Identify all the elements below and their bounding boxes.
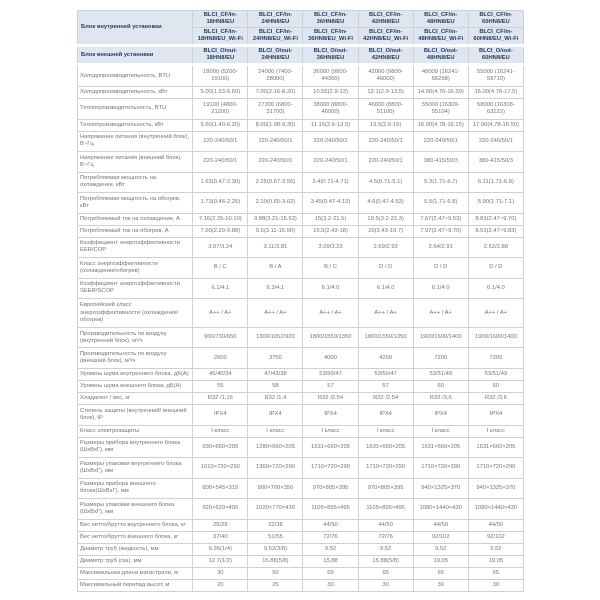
spec-value: 53/50/47 <box>358 368 413 380</box>
spec-label: Максимальная длина магистрали, м <box>78 567 193 579</box>
spec-label: Потребляемый ток на обогрев, А <box>78 225 193 237</box>
spec-value: 7.97(2.47~9.70) <box>413 225 468 237</box>
spec-value: 53/51/49 <box>413 368 468 380</box>
spec-value: 30 <box>358 579 413 591</box>
spec-value: 92/102 <box>413 531 468 543</box>
spec-value: 940×1325×370 <box>468 478 523 498</box>
spec-value: 4.5(0.71-5.1) <box>358 172 413 192</box>
spec-value: 18000 (5200-19100) <box>193 65 248 87</box>
table-row <box>78 579 524 591</box>
spec-value: 19100 (4800-21200) <box>193 99 248 119</box>
indoor-models-row <box>78 11 524 28</box>
spec-value: 4200 <box>358 348 413 368</box>
spec-value: 220-240/50/1 <box>413 131 468 151</box>
spec-value: 6.11(1.71-6.8) <box>468 172 523 192</box>
spec-value: 19.5(3.2-22.3) <box>358 213 413 225</box>
spec-value: A++ / A+ <box>303 299 358 328</box>
spec-value: 7.16(2.25-10.10) <box>193 213 248 225</box>
spec-value: 2.25(0.67-3.56) <box>248 172 303 192</box>
table-row <box>78 531 524 543</box>
table-row <box>78 172 524 192</box>
spec-value: 1800/1550/1350 <box>303 328 358 348</box>
spec-value: 6.1/4.1 <box>193 278 248 298</box>
spec-label: Размеры упаковки внутреннего блока (ШхВхГ), мм <box>78 458 193 478</box>
spec-value: 1105×895×495 <box>303 499 358 519</box>
spec-value: 6.1/4.0 <box>468 278 523 298</box>
spec-value: 92/102 <box>468 531 523 543</box>
spec-value: 65 <box>303 567 358 579</box>
spec-value: D / D <box>413 258 468 278</box>
spec-value: 1710×720×290 <box>413 458 468 478</box>
spec-value: 58 <box>248 381 303 393</box>
spec-value: 65 <box>413 567 468 579</box>
spec-value: 8.53(2.47~9.83) <box>468 225 523 237</box>
table-row <box>78 152 524 172</box>
spec-value: 65 <box>468 567 523 579</box>
spec-value: 5.3(1.71-6.7) <box>413 172 468 192</box>
spec-value: R32 /1,16 <box>193 393 248 405</box>
spec-value: B / C <box>193 258 248 278</box>
spec-value: 3.4(0.71-4.71) <box>303 172 358 192</box>
spec-table <box>77 10 524 592</box>
spec-value: 58000 (16308-63122) <box>468 99 523 119</box>
outdoor-model-name: BLCI_O/out-36HN8/EU <box>303 46 358 65</box>
spec-value: 3750 <box>248 348 303 368</box>
spec-value: 20 <box>193 579 248 591</box>
spec-value: 14.00(4.76-16.50) <box>413 87 468 99</box>
indoor-wifi-model-name: BLCI_CF/in-48HN8/EU_Wi-Fi <box>413 28 468 46</box>
spec-label: Потребляемая мощность на охлаждение, кВт <box>78 172 193 192</box>
spec-value: 1710×720×290 <box>358 458 413 478</box>
spec-value: 1360×720×290 <box>248 458 303 478</box>
spec-value: 800×545×315 <box>193 478 248 498</box>
spec-value: 1631×660×205 <box>468 437 523 457</box>
indoor-wifi-model-name: BLCI_CF/in-18HN8/EU_Wi-Fi <box>193 28 248 46</box>
table-row <box>78 65 524 87</box>
spec-value: 1080×1440×430 <box>468 499 523 519</box>
spec-value: 970×805×395 <box>303 478 358 498</box>
spec-value: 220-240/50/1 <box>303 152 358 172</box>
spec-value: I класс <box>303 425 358 437</box>
table-row <box>78 99 524 119</box>
spec-value: 15,88 <box>303 555 358 567</box>
spec-label: Уровень шума внешнего блока, дБ(А) <box>78 381 193 393</box>
spec-label: Уровень шума внутреннего блока, дБ(А) <box>78 368 193 380</box>
spec-value: 6.1/4.0 <box>303 278 358 298</box>
spec-value: 1010×720×290 <box>193 458 248 478</box>
indoor-wifi-model-name: BLCI_CF/in-60HN8/EU_Wi-Fi <box>468 28 523 46</box>
table-row <box>78 119 524 131</box>
spec-value: 9,52 <box>358 543 413 555</box>
spec-value: 7.60(2.20-9.88) <box>193 225 248 237</box>
table-row <box>78 425 524 437</box>
spec-value: 44/50 <box>358 519 413 531</box>
spec-value: 47/43/38 <box>248 368 303 380</box>
spec-value: B / C <box>303 258 358 278</box>
spec-value: 1.63(0.47-2.30) <box>193 172 248 192</box>
spec-value: R32 /3,6 <box>468 393 523 405</box>
spec-label: Вес нетто/брутто внутреннего блока, кг <box>78 519 193 531</box>
indoor-model-name: BLCI_CF/in-42HN8/EU <box>358 11 413 28</box>
spec-value: A++ / A+ <box>468 299 523 328</box>
spec-value: 5.5(1.71-6.8) <box>413 193 468 213</box>
spec-label: Холодопроизводительность, BTU <box>78 65 193 87</box>
table-row <box>78 543 524 555</box>
table-row <box>78 299 524 328</box>
spec-value: 1280×660×205 <box>248 437 303 457</box>
spec-label: Класс электрозащиты <box>78 425 193 437</box>
spec-value: A++ / A+ <box>248 299 303 328</box>
spec-value: 7200 <box>413 348 468 368</box>
spec-label: Размеры упаковки внешнего блока (ШхВхГ), мм <box>78 499 193 519</box>
indoor-unit-section-label: Блок внутренней установки <box>78 11 193 46</box>
spec-value: IPX4 <box>248 405 303 425</box>
spec-value: D / D <box>468 258 523 278</box>
spec-table-body <box>78 65 524 592</box>
spec-value: 220-240/50/1 <box>358 152 413 172</box>
table-row <box>78 437 524 457</box>
spec-label: Напряжение питания (внешний блок), В~Гц <box>78 152 193 172</box>
spec-label: Класс энергоэффективности (охлаждение/обогрев) <box>78 258 193 278</box>
spec-value: 900/730/650 <box>193 328 248 348</box>
spec-value: 38000 (8800-46000) <box>303 99 358 119</box>
spec-value: 32/38 <box>248 519 303 531</box>
outdoor-models-row <box>78 46 524 65</box>
table-row <box>78 225 524 237</box>
spec-label: Размеры прибора внутреннего блока (ШхВхГ), мм <box>78 437 193 457</box>
spec-value: 1710×720×290 <box>468 458 523 478</box>
spec-value: 2.10(0.65-3.62) <box>248 193 303 213</box>
spec-value: 220-240/50/1 <box>358 131 413 151</box>
spec-label: Потребляемая мощность на обогрев, кВт <box>78 193 193 213</box>
spec-value: 36000 (9800-44300) <box>303 65 358 87</box>
spec-value: 37/40 <box>193 531 248 543</box>
spec-value: 220-240/50/1 <box>248 152 303 172</box>
spec-value: I класс <box>358 425 413 437</box>
spec-value: 9,52 <box>413 543 468 555</box>
spec-value: 220-240/50/1 <box>303 131 358 151</box>
spec-value: 46000 (8800-51100) <box>358 99 413 119</box>
spec-value: 9,52 <box>303 543 358 555</box>
spec-value: 15.88(5/8) <box>248 555 303 567</box>
spec-value: 55000 (16309-55104) <box>413 99 468 119</box>
spec-value: B / A <box>248 258 303 278</box>
spec-value: R32 /1,4 <box>248 393 303 405</box>
spec-label: Вес нетто/брутто внешнего блока, кг <box>78 531 193 543</box>
table-row <box>78 381 524 393</box>
spec-value: 5.00(1.53-5.60) <box>193 87 248 99</box>
spec-value: 1631×660×205 <box>413 437 468 457</box>
spec-value: 10.55(2.9-13) <box>303 87 358 99</box>
spec-value: 3.07/3.24 <box>193 237 248 257</box>
spec-value: 25 <box>248 579 303 591</box>
table-row <box>78 393 524 405</box>
spec-value: 19,05 <box>413 555 468 567</box>
outdoor-model-name: BLCI_O/out-24HN8/EU <box>248 46 303 65</box>
spec-label: Хладагент / вес, кг <box>78 393 193 405</box>
spec-value: 1631×660×205 <box>303 437 358 457</box>
spec-value: 5.60(1.40-6.20) <box>193 119 248 131</box>
spec-value: 1020×770×430 <box>248 499 303 519</box>
spec-value: 7.67(2.47~9.53) <box>413 213 468 225</box>
spec-value: D / D <box>358 258 413 278</box>
spec-value: 16.00(4.76-17.5) <box>468 87 523 99</box>
table-row <box>78 87 524 99</box>
spec-value: 25/28 <box>193 519 248 531</box>
spec-value: 4000 <box>303 348 358 368</box>
spec-value: 8.00(1.98-9.30) <box>248 119 303 131</box>
spec-value: 1900/1600/1400 <box>468 328 523 348</box>
spec-value: 45/40/34 <box>193 368 248 380</box>
spec-value: A++ / A+ <box>413 299 468 328</box>
spec-value: 9.88(3.21-15.63) <box>248 213 303 225</box>
spec-value: 1900/1600/1400 <box>413 328 468 348</box>
spec-label: Теплопроизводительность, кВт <box>78 119 193 131</box>
spec-value: 15(3.2-21.5) <box>303 213 358 225</box>
outdoor-model-name: BLCI_O/out-42HN8/EU <box>358 46 413 65</box>
spec-value: 1080×1440×430 <box>413 499 468 519</box>
spec-value: 19,05 <box>468 555 523 567</box>
spec-value: 2.64/2.91 <box>413 237 468 257</box>
spec-value: 30 <box>468 579 523 591</box>
indoor-wifi-model-name: BLCI_CF/in-36HN8/EU_Wi-Fi <box>303 28 358 46</box>
table-row <box>78 278 524 298</box>
spec-value: 7200 <box>468 348 523 368</box>
indoor-model-name: BLCI_CF/in-36HN8/EU <box>303 11 358 28</box>
indoor-model-name: BLCI_CF/in-24HN8/EU <box>248 11 303 28</box>
spec-value: 380-415/50/3 <box>413 152 468 172</box>
outdoor-model-name: BLCI_O/out-60HN8/EU <box>468 46 523 65</box>
spec-value: 940×1325×370 <box>413 478 468 498</box>
spec-label: Коэффициент энергоэффективности EER/COP <box>78 237 193 257</box>
spec-value: 53/50/47 <box>303 368 358 380</box>
table-row <box>78 368 524 380</box>
table-row <box>78 555 524 567</box>
spec-label: Диаметр труб (жидкость), мм <box>78 543 193 555</box>
spec-value: IPX4 <box>193 405 248 425</box>
spec-value: A++ / A+ <box>358 299 413 328</box>
spec-value: 15.88(5/8) <box>358 555 413 567</box>
spec-value: 9,52 <box>468 543 523 555</box>
spec-value: R32 /3,6 <box>413 393 468 405</box>
spec-value: 920×620×400 <box>193 499 248 519</box>
spec-value: 44/50 <box>468 519 523 531</box>
table-row <box>78 499 524 519</box>
spec-value: I класс <box>248 425 303 437</box>
spec-value: I класс <box>413 425 468 437</box>
spec-value: 53/51/49 <box>468 368 523 380</box>
spec-value: 6.3/4.1 <box>248 278 303 298</box>
spec-label: Диаметр труб (газ), мм <box>78 555 193 567</box>
indoor-model-name: BLCI_CF/in-60HN8/EU <box>468 11 523 28</box>
spec-label: Напряжение питания (внутренний блок), В~Гц <box>78 131 193 151</box>
spec-value: 57 <box>303 381 358 393</box>
outdoor-unit-section-label: Блок внешней установки <box>78 46 193 65</box>
spec-value: IPX4 <box>358 405 413 425</box>
spec-value: 44/50 <box>303 519 358 531</box>
spec-label: Максимальный перепад высот, м <box>78 579 193 591</box>
spec-label: Холодопроизводительность, кВт <box>78 87 193 99</box>
spec-value: 900×700×350 <box>248 478 303 498</box>
spec-value: 20(2.43-19.7) <box>358 225 413 237</box>
spec-value: 2600 <box>193 348 248 368</box>
spec-value: 55000 (16241-59710) <box>468 65 523 87</box>
spec-value: 220-240/50/1 <box>468 131 523 151</box>
table-row <box>78 258 524 278</box>
spec-value: 57 <box>358 381 413 393</box>
spec-value: IPX4 <box>303 405 358 425</box>
spec-value: 9.52(3/8) <box>248 543 303 555</box>
spec-table-header <box>78 11 524 65</box>
spec-value: 220-240/50/1 <box>193 131 248 151</box>
spec-value: 17.00(4.78-18.50) <box>468 119 523 131</box>
spec-value: 1300/1052/920 <box>248 328 303 348</box>
spec-value: 9.6(3.11-15.90) <box>248 225 303 237</box>
table-row <box>78 458 524 478</box>
spec-value: 11.15(2.6-13.5) <box>303 119 358 131</box>
spec-value: 24000 (7400-28000) <box>248 65 303 87</box>
spec-label: Производительность по воздуху (внутренний блок), м³/ч <box>78 328 193 348</box>
spec-value: 1631×660×205 <box>358 437 413 457</box>
spec-value: 970×805×395 <box>358 478 413 498</box>
spec-value: 30 <box>193 567 248 579</box>
table-row <box>78 131 524 151</box>
spec-label: Европейский класс энергоэффективности (охлаждение/обогрев) <box>78 299 193 328</box>
spec-label: Производительность по воздуху (внешний блок), м³/ч <box>78 348 193 368</box>
spec-value: 6.1/4.0 <box>358 278 413 298</box>
spec-value: 6.1/4.0 <box>413 278 468 298</box>
spec-value: 30 <box>303 579 358 591</box>
spec-value: R32 /2.54 <box>303 393 358 405</box>
indoor-model-name: BLCI_CF/in-48HN8/EU <box>413 11 468 28</box>
spec-label: Коэффициент энергоэффективности SEER/SCOP <box>78 278 193 298</box>
spec-value: 6.35(1/4) <box>193 543 248 555</box>
spec-value: IPX4 <box>468 405 523 425</box>
indoor-wifi-model-name: BLCI_CF/in-42HN8/EU_Wi-Fi <box>358 28 413 46</box>
spec-value: 42000 (9800-46000) <box>358 65 413 87</box>
spec-value: 380-415/50/3 <box>468 152 523 172</box>
outdoor-model-name: BLCI_O/out-18HN8/EU <box>193 46 248 65</box>
spec-value: 15.5(2.43-18) <box>303 225 358 237</box>
spec-value: 12.1(2.9-13.5) <box>358 87 413 99</box>
spec-label: Степень защиты (внутренний/ внешний блок), IP <box>78 405 193 425</box>
spec-value: 1710×720×290 <box>303 458 358 478</box>
spec-value: 8.83(2.47~9.70) <box>468 213 523 225</box>
table-row <box>78 213 524 225</box>
spec-value: 3.11/3.81 <box>248 237 303 257</box>
spec-value: 65 <box>358 567 413 579</box>
spec-value: 30 <box>413 579 468 591</box>
spec-value: 60 <box>413 381 468 393</box>
spec-value: 44/50 <box>413 519 468 531</box>
spec-value: 1105×895×495 <box>358 499 413 519</box>
spec-value: 220-240/50/1 <box>248 131 303 151</box>
spec-label: Размеры прибора внешнего блока(ШхВхГ), мм <box>78 478 193 498</box>
spec-value: 5.90(1.71-7.1) <box>468 193 523 213</box>
spec-value: 27300 (6800-31700) <box>248 99 303 119</box>
spec-value: I класс <box>193 425 248 437</box>
spec-value: 1.73(0.46-2.25) <box>193 193 248 213</box>
spec-value: 12.7(1/2) <box>193 555 248 567</box>
table-row <box>78 237 524 257</box>
spec-value: 7.00(2.16-8.20) <box>248 87 303 99</box>
spec-value: 1800/1550/1350 <box>358 328 413 348</box>
table-row <box>78 405 524 425</box>
spec-label: Теплопроизводительность, BTU <box>78 99 193 119</box>
spec-value: 72/76 <box>303 531 358 543</box>
spec-value: 48000 (16241-56298) <box>413 65 468 87</box>
spec-value: I класс <box>468 425 523 437</box>
spec-value: 72/76 <box>358 531 413 543</box>
table-row <box>78 567 524 579</box>
spec-value: 50 <box>248 567 303 579</box>
indoor-wifi-model-name: BLCI_CF/in-24HN8/EU_Wi-Fi <box>248 28 303 46</box>
spec-value: A++ / A+ <box>193 299 248 328</box>
spec-value: 16.00(4.78-16.15) <box>413 119 468 131</box>
spec-value: 60 <box>468 381 523 393</box>
spec-value: R32 /2.54 <box>358 393 413 405</box>
spec-value: 4.6(0.47-4.53) <box>358 193 413 213</box>
table-row <box>78 519 524 531</box>
outdoor-model-name: BLCI_O/out-48HN8/EU <box>413 46 468 65</box>
spec-value: 2.69/2.93 <box>358 237 413 257</box>
table-row <box>78 348 524 368</box>
spec-value: IPX4 <box>413 405 468 425</box>
spec-value: 3.45(0.47-4.13) <box>303 193 358 213</box>
table-row <box>78 478 524 498</box>
table-row <box>78 328 524 348</box>
spec-value: 220-240/50/1 <box>193 152 248 172</box>
spec-value: 3.09/3.23 <box>303 237 358 257</box>
spec-value: 2.62/2.88 <box>468 237 523 257</box>
indoor-model-name: BLCI_CF/in-18HN8/EU <box>193 11 248 28</box>
spec-label: Потребляемый ток на охлаждение, А <box>78 213 193 225</box>
table-row <box>78 193 524 213</box>
spec-value: 13.5(2.6-15) <box>358 119 413 131</box>
spec-value: 55 <box>193 381 248 393</box>
spec-value: 51/55 <box>248 531 303 543</box>
spec-value: 930×660×205 <box>193 437 248 457</box>
